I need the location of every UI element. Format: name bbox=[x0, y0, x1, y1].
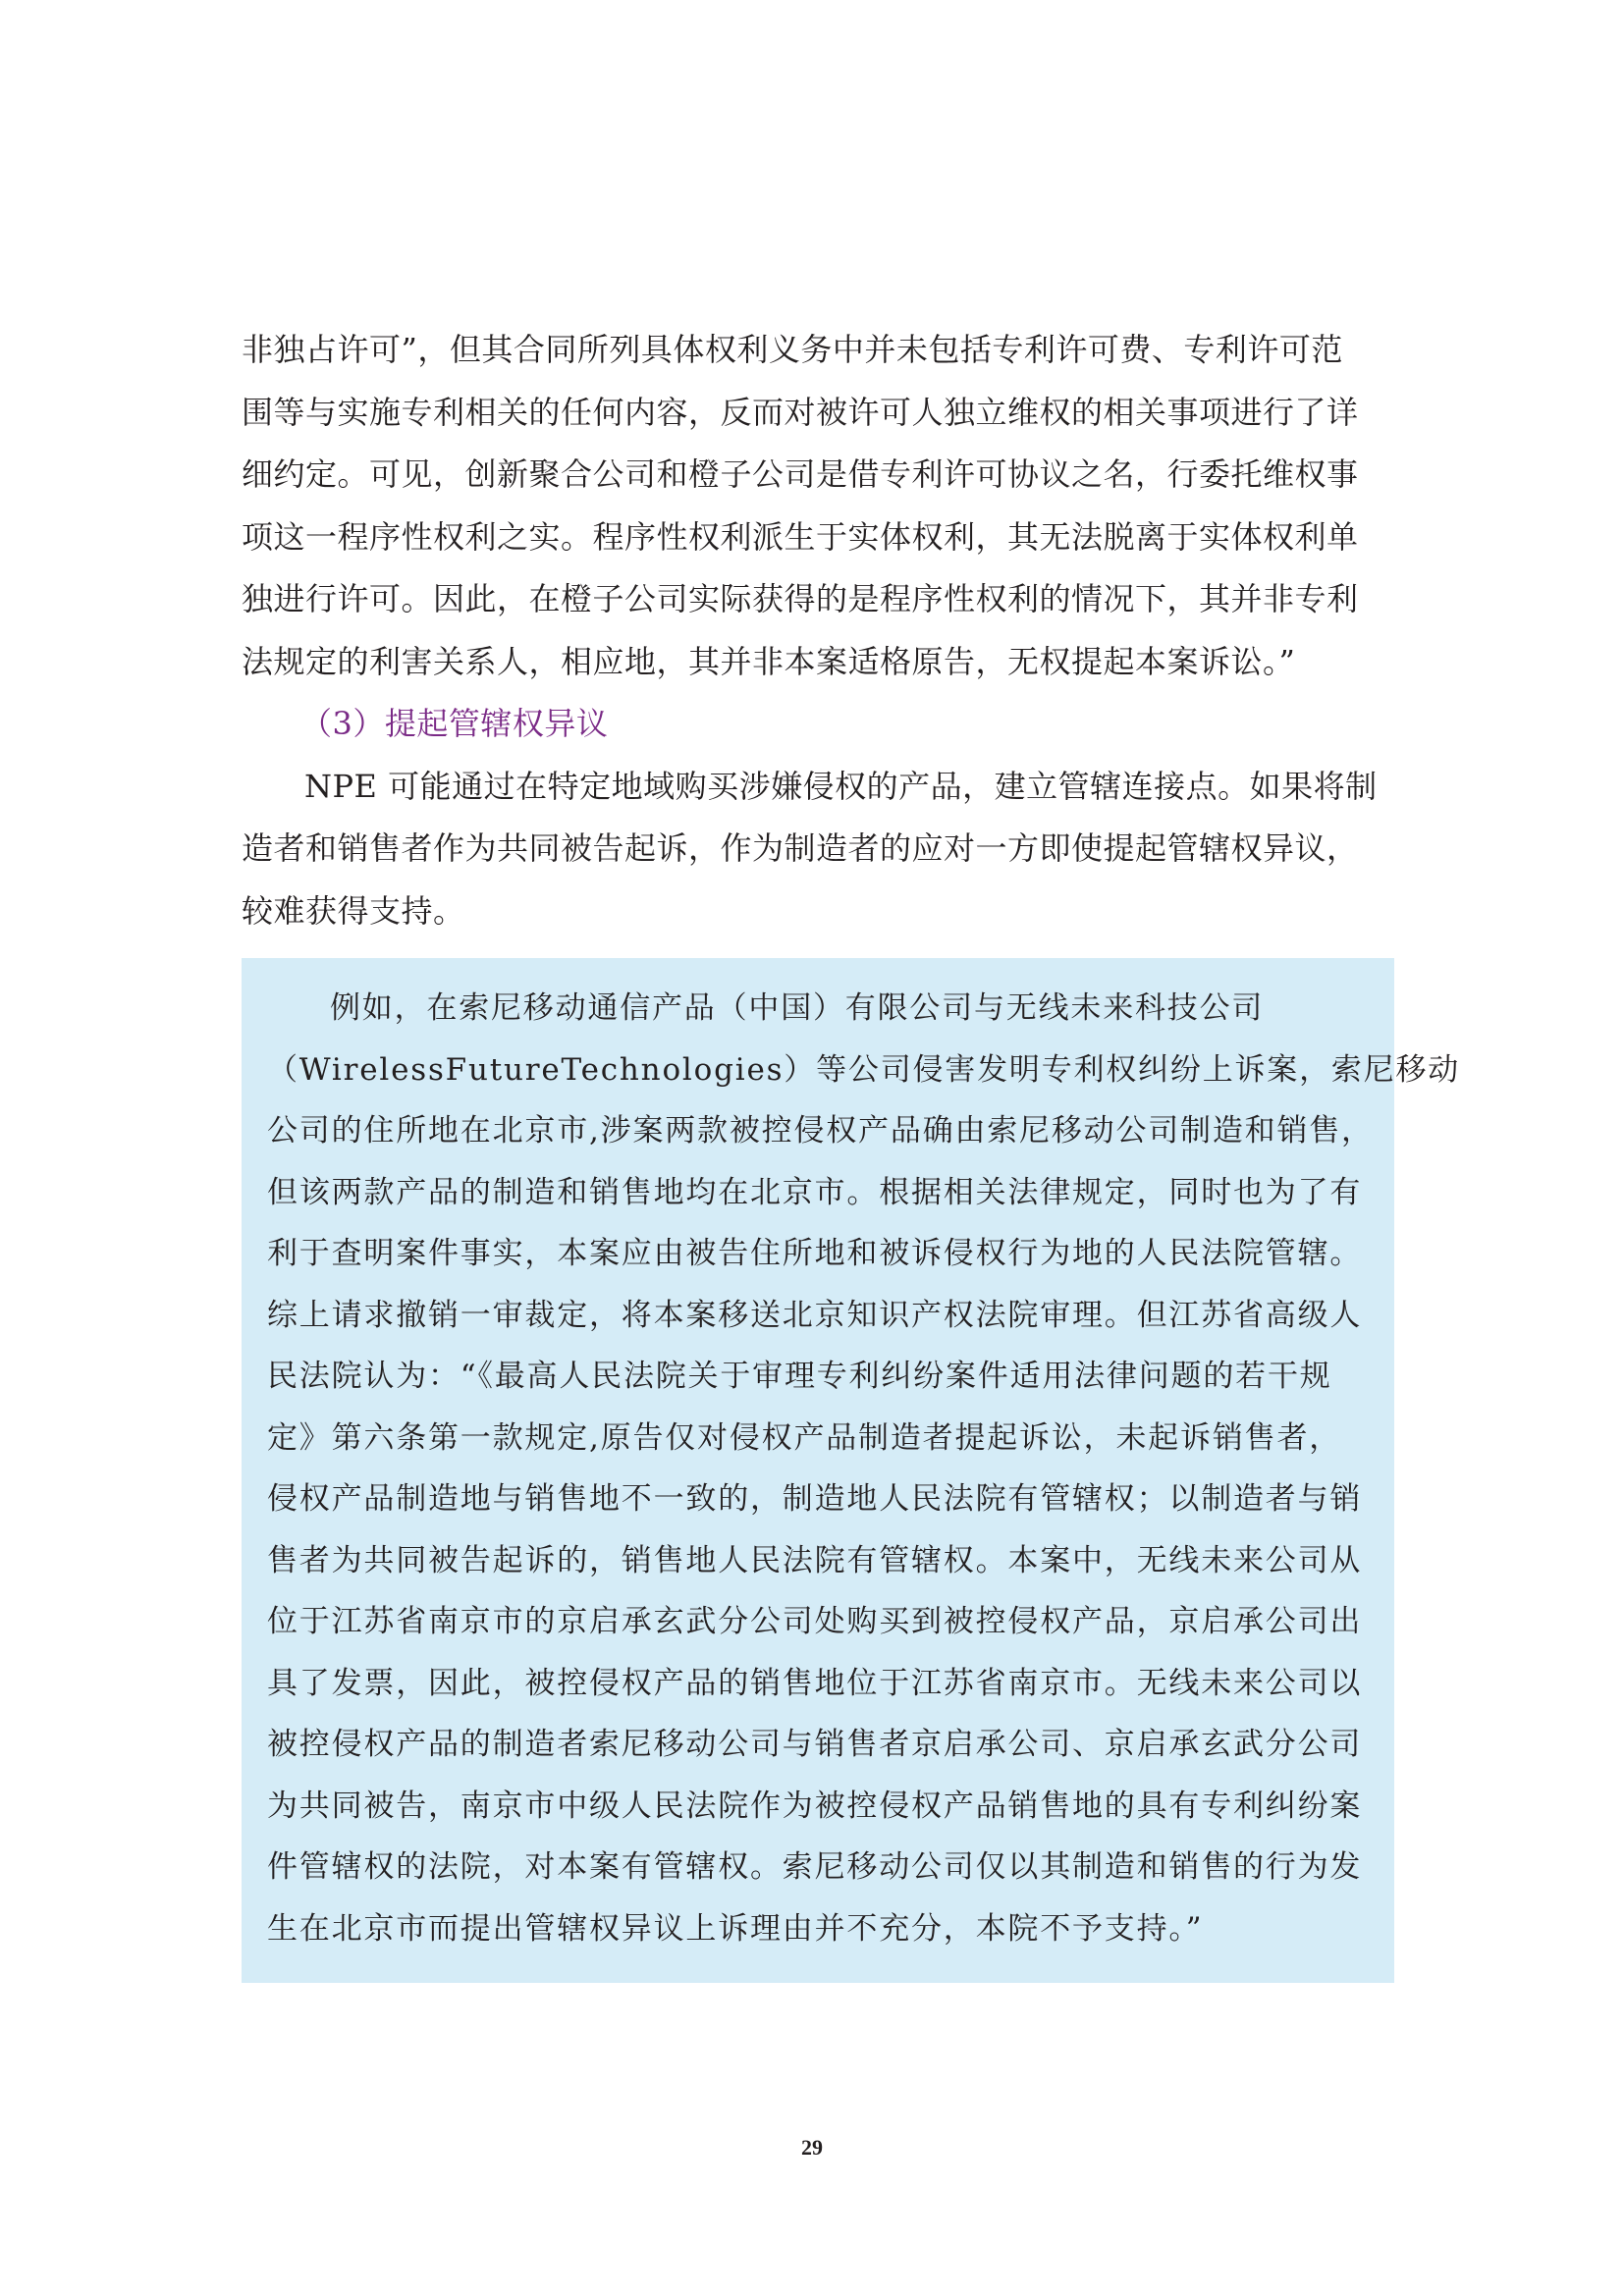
case-line: 利于查明案件事实，本案应由被告住所地和被诉侵权行为地的人民法院管辖。 bbox=[267, 1236, 1363, 1271]
case-line: （WirelessFutureTechnologies）等公司侵害发明专利权纠纷上诉案，索尼移动 bbox=[267, 1051, 1461, 1088]
intro-line: 法规定的利害关系人，相应地，其并非本案适格原告，无权提起本案诉讼。” bbox=[242, 642, 1296, 680]
page-content bbox=[242, 319, 1394, 942]
section-heading: （3）提起管辖权异议 bbox=[300, 705, 609, 742]
case-line: 民法院认为：“《最高人民法院关于审理专利纠纷案件适用法律问题的若干规 bbox=[267, 1359, 1332, 1394]
case-line: 但该两款产品的制造和销售地均在北京市。根据相关法律规定，同时也为了有 bbox=[267, 1174, 1363, 1210]
intro-line: 项这一程序性权利之实。程序性权利派生于实体权利，其无法脱离于实体权利单 bbox=[242, 517, 1359, 556]
case-line: 例如，在索尼移动通信产品（中国）有限公司与无线未来科技公司 bbox=[330, 990, 1265, 1026]
intro-line: 非独占许可”，但其合同所列具体权利义务中并未包括专利许可费、专利许可范 bbox=[242, 331, 1343, 368]
case-line: 定》第六条第一款规定,原告仅对侵权产品制造者提起诉讼，未起诉销售者， bbox=[267, 1419, 1342, 1456]
case-line: 侵权产品制造地与销售地不一致的，制造地人民法院有管辖权；以制造者与销 bbox=[267, 1481, 1363, 1517]
case-line: 售者为共同被告起诉的，销售地人民法院有管辖权。本案中，无线未来公司从 bbox=[267, 1542, 1363, 1578]
case-line: 公司的住所地在北京市,涉案两款被控侵权产品确由索尼移动公司制造和销售， bbox=[267, 1113, 1374, 1148]
page-number: 29 bbox=[801, 2135, 823, 2160]
case-line: 综上请求撤销一审裁定，将本案移送北京知识产权法院审理。但江苏省高级人 bbox=[267, 1297, 1363, 1333]
intro-line: 独进行许可。因此，在橙子公司实际获得的是程序性权利的情况下，其并非专利 bbox=[242, 580, 1359, 617]
body-line: NPE 可能通过在特定地域购买涉嫌侵权的产品，建立管辖连接点。如果将制 bbox=[304, 767, 1378, 805]
body-line: 较难获得支持。 bbox=[242, 891, 465, 930]
case-example-box bbox=[242, 958, 1461, 1983]
intro-line: 细约定。可见，创新聚合公司和橙子公司是借专利许可协议之名，行委托维权事 bbox=[242, 455, 1359, 493]
case-example-text bbox=[267, 978, 1461, 1959]
case-line: 被控侵权产品的制造者索尼移动公司与销售者京启承公司、京启承玄武分公司 bbox=[267, 1727, 1363, 1762]
case-line: 生在北京市而提出管辖权异议上诉理由并不充分，本院不予支持。” bbox=[267, 1910, 1204, 1947]
case-line: 件管辖权的法院，对本案有管辖权。索尼移动公司仅以其制造和销售的行为发 bbox=[267, 1849, 1363, 1885]
intro-line: 围等与实施专利相关的任何内容，反而对被许可人独立维权的相关事项进行了详 bbox=[242, 393, 1359, 431]
body-paragraph bbox=[242, 756, 1394, 943]
case-line: 位于江苏省南京市的京启承玄武分公司处购买到被控侵权产品，京启承公司出 bbox=[267, 1604, 1363, 1639]
case-line: 具了发票，因此，被控侵权产品的销售地位于江苏省南京市。无线未来公司以 bbox=[267, 1665, 1363, 1701]
body-line: 造者和销售者作为共同被告起诉，作为制造者的应对一方即使提起管辖权异议， bbox=[242, 829, 1359, 867]
case-line: 为共同被告，南京市中级人民法院作为被控侵权产品销售地的具有专利纠纷案 bbox=[267, 1788, 1363, 1824]
intro-paragraph bbox=[242, 319, 1394, 693]
